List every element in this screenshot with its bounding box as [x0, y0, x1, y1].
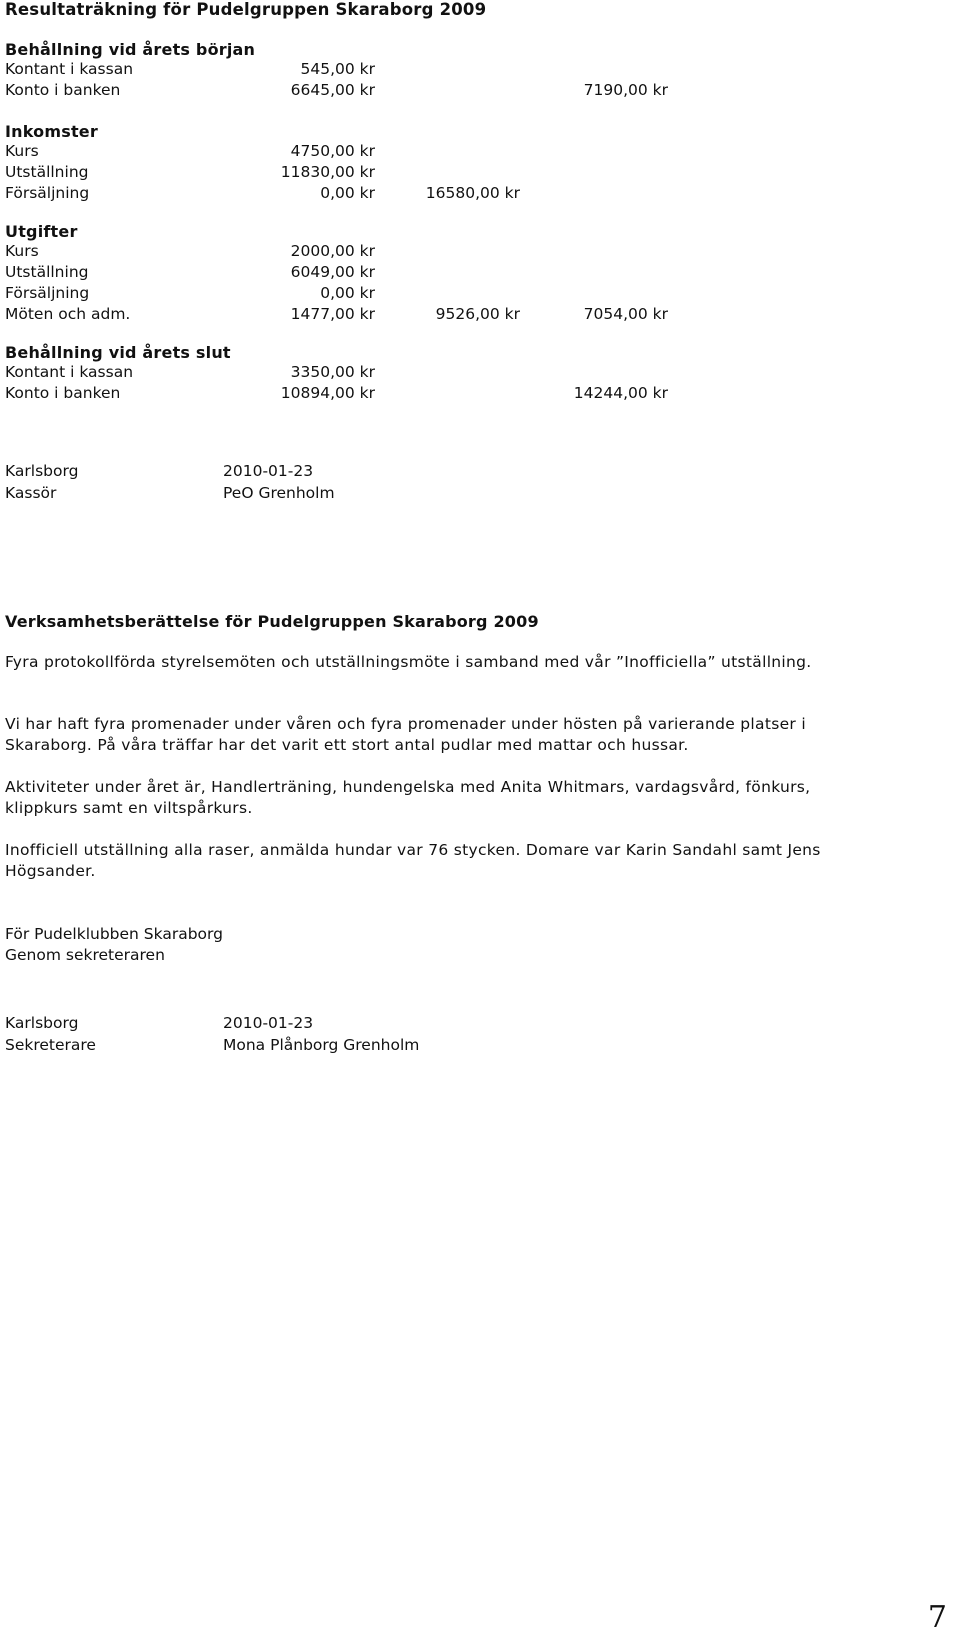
ledger-label: Kurs [5, 242, 39, 260]
report-closing-line: Genom sekreteraren [5, 946, 165, 964]
ledger-amount: 0,00 kr [320, 184, 375, 202]
ledger-row [5, 183, 955, 204]
secretary-signature [5, 1012, 605, 1056]
ledger-amount: 6049,00 kr [290, 263, 375, 281]
ledger-amount: 2000,00 kr [290, 242, 375, 260]
page-number: 7 [927, 1600, 947, 1635]
ledger-row [5, 383, 955, 404]
ledger-row [5, 283, 955, 304]
signature-date: 2010-01-23 [223, 1014, 314, 1032]
report-paragraph: Aktiviteter under året är, Handlerträning, hundengelska med Anita Whitmars, vardagsvård, fönkurs, klippkurs samt en viltspårkurs. [5, 778, 811, 817]
signature-place: Karlsborg [5, 1014, 79, 1032]
ledger-amount: 0,00 kr [320, 284, 375, 302]
report-paragraph: Inofficiell utställning alla raser, anmälda hundar var 76 stycken. Domare var Karin Sandahl samt Jens Högsander. [5, 841, 821, 880]
closing-heading: Behållning vid årets slut [5, 343, 231, 362]
result-title: Resultaträkning för Pudelgruppen Skaraborg 2009 [5, 0, 487, 19]
ledger-amount: 6645,00 kr [290, 81, 375, 99]
ledger-row [5, 162, 955, 183]
ledger-total: 14244,00 kr [573, 384, 668, 402]
ledger-label: Konto i banken [5, 81, 121, 99]
ledger-label: Utställning [5, 263, 89, 281]
ledger-amount: 545,00 kr [300, 60, 375, 78]
signature-row [5, 1034, 605, 1056]
signature-row [5, 482, 605, 504]
ledger-amount: 1477,00 kr [290, 305, 375, 323]
ledger-total: 7054,00 kr [583, 305, 668, 323]
income-heading: Inkomster [5, 122, 98, 141]
report-paragraph: Fyra protokollförda styrelsemöten och utställningsmöte i samband med vår ”Inofficiella” utställning. [5, 653, 812, 671]
signature-role: Kassör [5, 484, 57, 502]
ledger-subtotal: 9526,00 kr [435, 305, 520, 323]
signature-date: 2010-01-23 [223, 462, 314, 480]
ledger-label: Kontant i kassan [5, 60, 134, 78]
signature-row [5, 1012, 605, 1034]
ledger-label: Försäljning [5, 284, 90, 302]
ledger-subtotal: 16580,00 kr [425, 184, 520, 202]
ledger-label: Möten och adm. [5, 305, 131, 323]
signature-name: PeO Grenholm [223, 484, 335, 502]
document-page [5, 0, 955, 1639]
ledger-row [5, 304, 955, 325]
income-rows [5, 141, 955, 204]
closing-rows [5, 362, 955, 404]
ledger-label: Kontant i kassan [5, 363, 134, 381]
expenses-heading: Utgifter [5, 222, 78, 241]
ledger-row [5, 362, 955, 383]
ledger-row [5, 241, 955, 262]
report-title: Verksamhetsberättelse för Pudelgruppen Skaraborg 2009 [5, 612, 539, 631]
opening-section [5, 40, 955, 101]
signature-place: Karlsborg [5, 462, 79, 480]
report-paragraph: Vi har haft fyra promenader under våren och fyra promenader under hösten på varierande platser i Skaraborg. På våra träffar har det varit ett stort antal pudlar med mattar och hussar. [5, 715, 806, 754]
ledger-label: Försäljning [5, 184, 90, 202]
ledger-amount: 11830,00 kr [280, 163, 375, 181]
expenses-rows [5, 241, 955, 325]
ledger-label: Kurs [5, 142, 39, 160]
signature-name: Mona Plånborg Grenholm [223, 1036, 420, 1054]
opening-rows [5, 59, 955, 101]
ledger-total: 7190,00 kr [583, 81, 668, 99]
ledger-row [5, 141, 955, 162]
ledger-label: Konto i banken [5, 384, 121, 402]
ledger-amount: 4750,00 kr [290, 142, 375, 160]
ledger-row [5, 262, 955, 283]
ledger-row [5, 80, 955, 101]
signature-row [5, 460, 605, 482]
expenses-section [5, 222, 955, 325]
ledger-amount: 3350,00 kr [290, 363, 375, 381]
closing-section [5, 343, 955, 404]
income-section [5, 122, 955, 204]
ledger-row [5, 59, 955, 80]
signature-role: Sekreterare [5, 1036, 96, 1054]
report-closing-line: För Pudelklubben Skaraborg [5, 925, 223, 943]
opening-heading: Behållning vid årets början [5, 40, 256, 59]
cashier-signature [5, 460, 605, 504]
ledger-amount: 10894,00 kr [280, 384, 375, 402]
ledger-label: Utställning [5, 163, 89, 181]
